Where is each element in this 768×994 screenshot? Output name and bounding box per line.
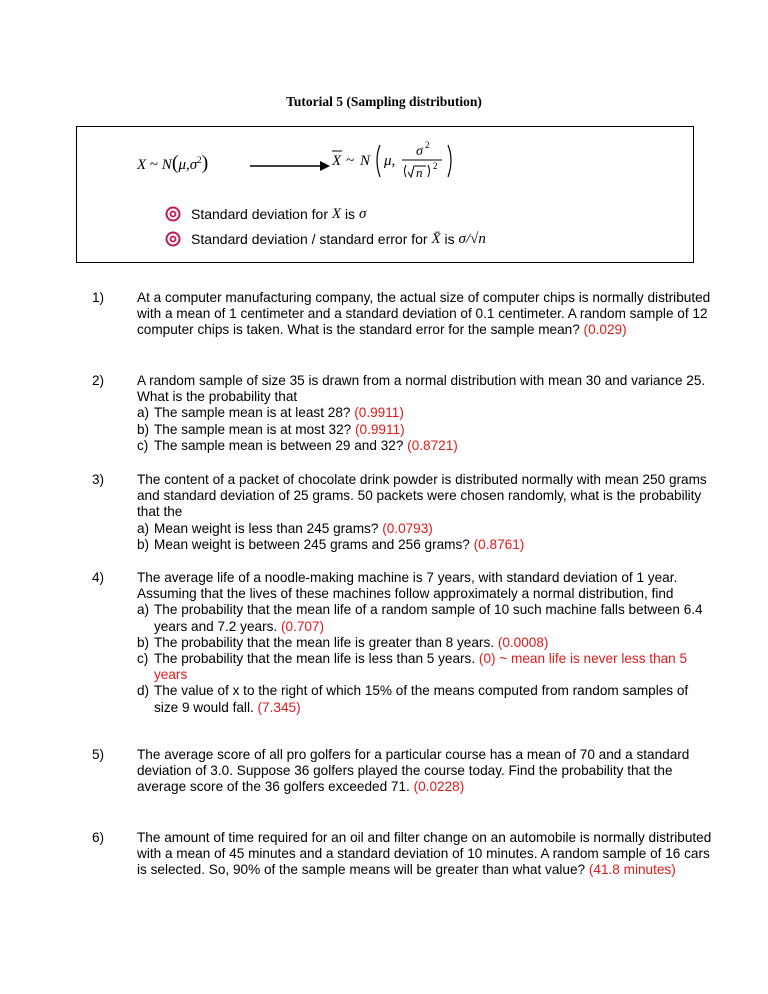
answer: (7.345) <box>257 699 301 715</box>
answer: (0.8721) <box>407 437 458 453</box>
answer: (41.8 minutes) <box>588 862 676 878</box>
question-3: 3) The content of a packet of chocolate drink powder is distributed normally with mean 250 grams and standard deviation of 25 grams. 50 packets were chosen randomly, what is the probability that the a) Mean weight is less than 245 grams? (0.0793) b) Mean weight is between 245 grams and 256 grams? (0.8761) <box>92 472 712 553</box>
svg-text:σ: σ <box>416 144 423 159</box>
question-2: 2) A random sample of size 35 is drawn from a normal distribution with mean 30 and variance 25. What is the probability that a) The sample mean is at least 28? (0.9911) b) The sample mean is at most 32? (0.9911) c) The sample mean is between 29 and 32? (0.8721) <box>92 373 712 454</box>
question-4: 4) The average life of a noodle-making machine is 7 years, with standard deviation of 1 year. Assuming that the lives of these machines follow approximately a normal distribution, find a) The probability that the mean life of a random sample of 10 such machine falls between 6.4 years and 7.2 years. (0.707) b) The probability that the mean life is greater than 8 years. (0.0008) c) The probability that the mean life is less than 5 years. (0) ~ mean life is never less than 5 years d) The value of x to the right of which 15% of the means computed from random samples of size 9 would fall. (7.345) <box>92 570 712 716</box>
answer: (0.8761) <box>473 536 525 552</box>
question-6: 6) The amount of time required for an oil and filter change on an automobile is normally distributed with a mean of 45 minutes and a standard deviation of 10 minutes. A random sample of 16 cars is selected. So, 90% of the sample means will be greater than what value? (41.8 minutes) <box>92 830 712 878</box>
swirl-bullet-icon <box>165 231 181 247</box>
part-a: a) Mean weight is less than 245 grams? (0.0793) <box>137 520 433 536</box>
swirl-bullet-icon <box>165 206 181 222</box>
arrow-right-icon <box>250 160 330 172</box>
std-error-is: is <box>444 231 455 247</box>
answer: (0.707) <box>280 618 325 634</box>
std-error-text: Standard deviation / standard error for <box>191 231 428 247</box>
answer: (0.9911) <box>354 421 405 437</box>
part-c: c) The probability that the mean life is less than 5 years. (0) ~ mean life is never less than 5 years <box>137 651 688 683</box>
part-d: d) The value of x to the right of which 15% of the means computed from random samples of size 9 would fall. (7.345) <box>137 683 689 715</box>
svg-text:2: 2 <box>425 140 430 150</box>
question-1: 1) At a computer manufacturing company, the actual size of computer chips is normally distributed with a mean of 1 centimeter and a standard deviation of 0.1 centimeter. A random sample of 12 computer chips is taken. What is the standard error for the sample mean? (0.029) <box>92 290 711 338</box>
population-distribution-formula: X ~ $N(\mu,\sigma^2)$ <box>137 152 209 174</box>
part-b: b) The sample mean is at most 32? (0.9911) <box>137 421 405 437</box>
std-dev-text: Standard deviation for <box>191 206 328 222</box>
answer: (0.0228) <box>413 779 465 795</box>
svg-text:n: n <box>416 165 423 180</box>
part-a: a) The probability that the mean life of a random sample of 10 such machine falls between 6.4 years and 7.2 years. (0.707) <box>137 602 703 634</box>
std-dev-is: is <box>344 206 356 222</box>
answer: (0.0008) <box>497 634 549 650</box>
svg-text:N: N <box>360 153 371 169</box>
answer: (0) ~ mean life is never less than 5 years <box>154 651 688 683</box>
part-a: a) The sample mean is at least 28? (0.9911) <box>137 405 404 421</box>
sampling-distribution-formula <box>332 135 522 185</box>
answer: (0.029) <box>583 322 627 338</box>
std-dev-value: σ <box>358 205 367 222</box>
page-title: Tutorial 5 (Sampling distribution) <box>286 94 482 109</box>
svg-text:μ,: μ, <box>384 153 396 169</box>
std-dev-var: X <box>331 205 342 222</box>
std-dev-bullet <box>165 201 685 227</box>
part-b: b) The probability that the mean life is greater than 8 years. (0.0008) <box>137 634 549 650</box>
answer: (0.0793) <box>382 520 433 536</box>
formula-box <box>76 126 694 263</box>
question-5: 5) The average score of all pro golfers for a particular course has a mean of 70 and a standard deviation of 3.0. Suppose 36 golfers played the course today. Find the probability that the average score of the 36 golfers exceeded 71. (0.0228) <box>92 747 690 795</box>
part-c: c) The sample mean is between 29 and 32? (0.8721) <box>137 437 458 453</box>
svg-text:~: ~ <box>346 153 355 169</box>
svg-text:X: X <box>332 153 342 169</box>
answer: (0.9911) <box>354 405 404 421</box>
part-b: b) Mean weight is between 245 grams and 256 grams? (0.8761) <box>137 536 525 552</box>
std-error-value: σ/√n <box>458 230 486 247</box>
std-error-var: X̄ <box>431 230 441 247</box>
std-error-bullet <box>165 226 685 252</box>
svg-text:2: 2 <box>433 161 438 171</box>
